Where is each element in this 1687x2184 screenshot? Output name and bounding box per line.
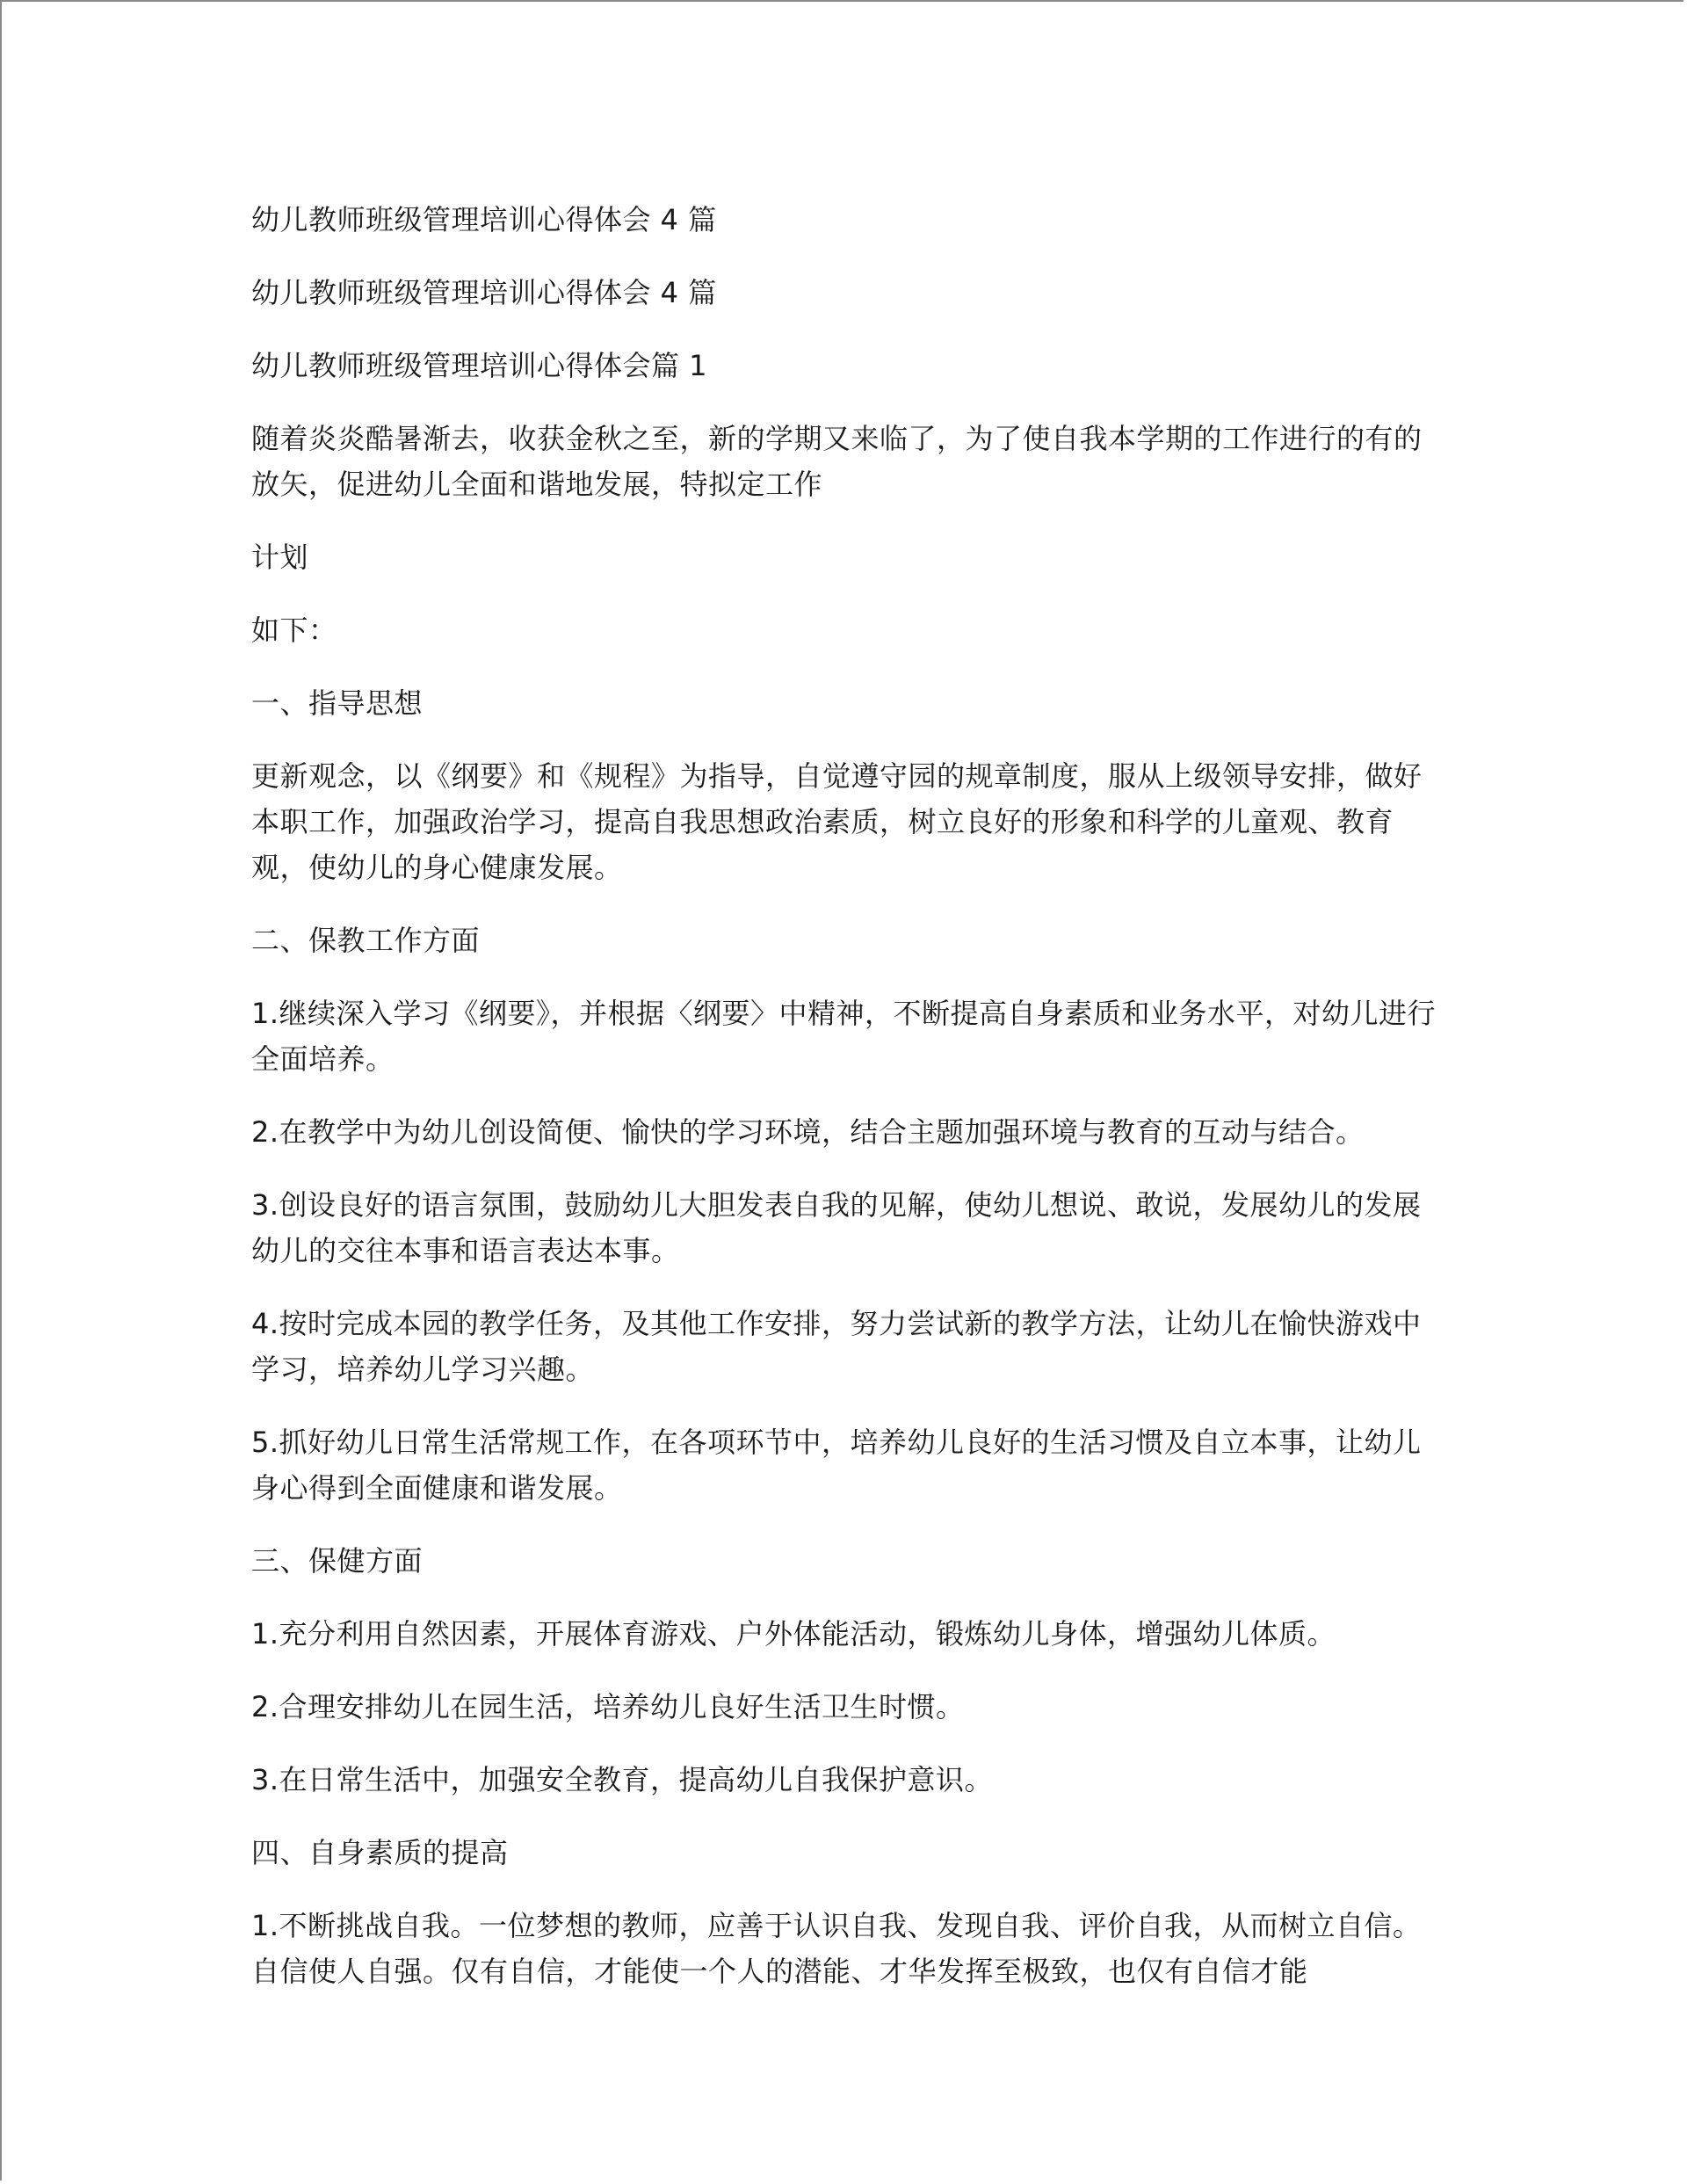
list-item: 1.充分利用自然因素，开展体育游戏、户外体能活动，锻炼幼儿身体，增强幼儿体质。 (251, 1617, 1336, 1651)
section-heading-self-improvement: 四、自身素质的提高 (251, 1836, 509, 1869)
paragraph-guiding-ideology: 更新观念，以《纲要》和《规程》为指导，自觉遵守园的规章制度，服从上级领导安排，做好本职工作，加强政治学习，提高自我思想政治素质，树立良好的形象和科学的儿童观、教育观，使幼儿的身心健康发展。 (251, 759, 1423, 884)
paragraph-as-follows: 如下： (251, 613, 337, 647)
list-item: 1.继续深入学习《纲要》，并根据〈纲要〉中精神，不断提高自身素质和业务水平，对幼儿进行全面培养。 (251, 997, 1437, 1076)
document-body (251, 197, 1443, 2021)
paragraph-intro: 随着炎炎酷暑渐去，收获金秋之至，新的学期又来临了，为了使自我本学期的工作进行的有的放矢，促进幼儿全面和谐地发展，特拟定工作 (251, 422, 1423, 501)
list-item: 3.创设良好的语言氛围，鼓励幼儿大胆发表自我的见解，使幼儿想说、敢说，发展幼儿的发展幼儿的交往本事和语言表达本事。 (251, 1188, 1422, 1267)
list-item: 2.合理安排幼儿在园生活，培养幼儿良好生活卫生时惯。 (251, 1690, 965, 1723)
list-item: 4.按时完成本园的教学任务，及其他工作安排，努力尝试新的教学方法，让幼儿在愉快游戏中学习，培养幼儿学习兴趣。 (251, 1307, 1422, 1386)
document-subtitle: 幼儿教师班级管理培训心得体会 4 篇 (251, 276, 717, 309)
paragraph-plan: 计划 (251, 541, 309, 574)
list-item: 3.在日常生活中，加强安全教育，提高幼儿自我保护意识。 (251, 1763, 994, 1796)
document-title: 幼儿教师班级管理培训心得体会 4 篇 (251, 203, 717, 236)
section-heading-health-care: 三、保健方面 (251, 1544, 424, 1578)
article-heading: 幼儿教师班级管理培训心得体会篇 1 (251, 349, 708, 382)
list-item: 1.不断挑战自我。一位梦想的教师，应善于认识自我、发现自我、评价自我，从而树立自信。自信使人自强。仅有自信，才能使一个人的潜能、才华发挥至极致，也仅有自信才能 (251, 1909, 1422, 1988)
section-heading-teaching-work: 二、保教工作方面 (251, 924, 481, 957)
section-heading-guiding-ideology: 一、指导思想 (251, 686, 424, 720)
list-item: 5.抓好幼儿日常生活常规工作，在各项环节中，培养幼儿良好的生活习惯及自立本事，让幼儿身心得到全面健康和谐发展。 (251, 1426, 1422, 1505)
list-item: 2.在教学中为幼儿创设简便、愉快的学习环境，结合主题加强环境与教育的互动与结合。 (251, 1115, 1365, 1149)
